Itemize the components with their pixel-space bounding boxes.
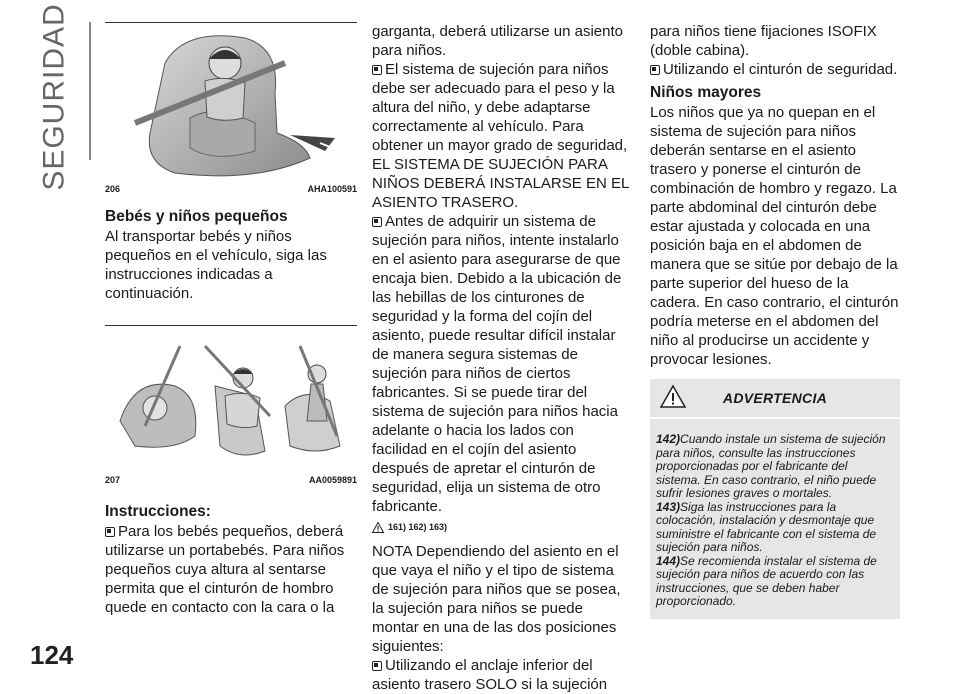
- warning-item: 144)Se recomienda instalar el sistema de sujeción para niños de acuerdo con las instrucciones, que se deben haber proporcionado.: [656, 553, 877, 608]
- section-divider: [89, 22, 91, 160]
- heading-ninos-mayores: Niños mayores: [650, 84, 762, 101]
- warning-header: [650, 379, 900, 419]
- figure-number: 206: [105, 184, 121, 194]
- warning-icon: [372, 522, 384, 533]
- warning-item: 142)Cuando instale un sistema de sujeción para niños, consulte las instrucciones proporcionadas por el fabricante del sistema. En caso contrario, el niño puede sufrir lesiones graves o mortales.: [656, 432, 886, 500]
- paragraph-intro: Al transportar bebés y niños pequeños en el vehículo, siga las instrucciones indicadas a continuación.: [105, 228, 327, 302]
- heading-instrucciones: Instrucciones:: [105, 503, 211, 520]
- heading-bebes: Bebés y niños pequeños: [105, 208, 288, 225]
- warning-icon: [660, 385, 686, 408]
- child-seat-illustration: [105, 23, 357, 183]
- bullet-item: Antes de adquirir un sistema de sujeción para niños, intente instalarlo en el asiento para asegurarse de que encaja bien. Debido a la ubicación de las hebillas de los cinturones de seguridad y la forma del cojín del asiento, puede resultar difícil instalar de manera segura sistemas de sujeción para niños de ciertos fabricantes. Si se puede tirar del sistema de sujeción para niños hacia adelante o hacia los lados con facilidad en el cojín del asiento después de apretar el cinturón de seguridad, elija un sistema de otro fabricante.: [372, 213, 622, 515]
- section-title: SEGURIDAD: [38, 3, 72, 191]
- bullet-icon: [372, 65, 382, 75]
- paragraph-continued: para niños tiene fijaciones ISOFIX (doble cabina).: [650, 23, 877, 59]
- figure-code: AHA100591: [307, 184, 357, 194]
- paragraph-nota: NOTA Dependiendo del asiento en el que vaya el niño y el tipo de sistema de sujeción para niños que se posea, la sujeción para niños se puede montar en una de las dos posiciones siguientes:: [372, 543, 621, 655]
- section-label: [20, 3, 90, 191]
- warning-box: [650, 379, 900, 619]
- column-3: [650, 22, 900, 619]
- warning-references: 161) 162) 163): [372, 520, 630, 534]
- bullet-item: Para los bebés pequeños, deberá utilizarse un portabebés. Para niños pequeños cuya altura al sentarse permita que el cinturón de hombro quede en contacto con la cara o la: [105, 523, 345, 616]
- bullet-item: Utilizando el anclaje inferior del asiento trasero SOLO si la sujeción: [372, 657, 608, 693]
- bullet-icon: [650, 65, 660, 75]
- bullet-icon: [372, 661, 382, 671]
- bullet-item: Utilizando el cinturón de seguridad.: [650, 60, 900, 79]
- figure-206: [105, 22, 357, 195]
- column-1: [105, 22, 357, 617]
- child-seat-types-illustration: [105, 326, 357, 474]
- paragraph-continued: garganta, deberá utilizarse un asiento para niños.: [372, 23, 624, 59]
- column-2: [372, 22, 630, 694]
- bullet-icon: [105, 527, 115, 537]
- figure-number: 207: [105, 475, 121, 485]
- page-number: 124: [30, 640, 74, 670]
- warning-body: [650, 419, 900, 619]
- warning-title: ADVERTENCIA: [722, 389, 828, 406]
- bullet-item: El sistema de sujeción para niños debe ser adecuado para el peso y la altura del niño, y debe adaptarse correctamente al vehículo. Para obtener un mayor grado de seguridad, EL SISTEMA DE SUJECIÓN PARA NIÑOS DEBERÁ INSTALARSE EN EL ASIENTO TRASERO.: [372, 61, 629, 211]
- warning-item: 143)Siga las instrucciones para la colocación, instalación y desmontaje que suministre el fabricante con el sistema de sujeción para niños.: [656, 499, 877, 554]
- figure-207: [105, 325, 357, 486]
- paragraph-ninos-mayores: Los niños que ya no quepan en el sistema de sujeción para niños deberán sentarse en el asiento trasero y ponerse el cinturón de combinación de hombro y regazo. La parte abdominal del cinturón debe estar ajustada y colocada en una posición baja en el abdomen de manera que se sitúe por debajo de la parte superior del hueso de la cadera. En caso contrario, el cinturón podría meterse en el abdomen del niño al producirse un accidente y provocar lesiones.: [650, 104, 899, 368]
- bullet-icon: [372, 217, 382, 227]
- figure-code: AA0059891: [308, 475, 357, 485]
